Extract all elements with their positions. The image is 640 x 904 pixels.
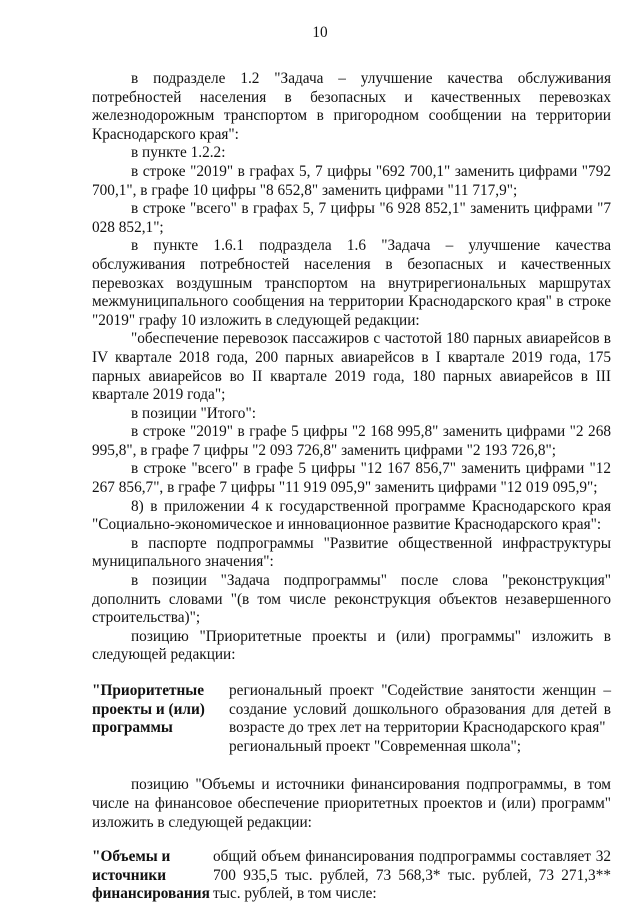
paragraph: в строке "2019" в графах 5, 7 цифры "692 700,1" заменить цифрами "792 700,1", в графе 10 цифры "8 652,8" заменить цифрами "11 717,9"; <box>92 162 611 199</box>
priority-project-line: региональный проект "Содействие занятости женщин – создание условий дошкольного образования для детей в возрасте до трех лет на территории Краснодарского края" <box>229 682 611 737</box>
financing-block <box>92 848 611 904</box>
paragraph: в строке "2019" в графе 5 цифры "2 168 995,8" заменить цифрами "2 268 995,8", в графе 7 цифры "2 093 726,8" заменить цифрами "2 193 726,8"; <box>92 423 611 459</box>
paragraph: в позиции "Итого": <box>131 404 256 422</box>
priority-projects-block <box>92 682 611 756</box>
document-body <box>92 70 611 904</box>
priority-projects-description <box>229 682 611 756</box>
paragraph: в подразделе 1.2 "Задача – улучшение качества обслуживания потребностей населения в безопасных и качественных перевозках железнодорожным транспортом в пригородном сообщении на территории Краснодарского края": <box>92 70 611 143</box>
financing-description: общий объем финансирования подпрограммы составляет 32 700 935,5 тыс. рублей, 73 568,3* тыс. рублей, 73 271,3** тыс. рублей, в том числе: <box>213 848 611 903</box>
paragraph: "обеспечение перевозок пассажиров с частотой 180 парных авиарейсов в IV квартале 2018 года, 200 парных авиарейсов в I квартале 2019 года, 175 парных авиарейсов во II квартале 2019 года, 180 парных авиарейсов в III квартале 2019 года"; <box>92 330 611 404</box>
paragraph: позицию "Объемы и источники финансирования подпрограммы, в том числе на финансовое обеспечение приоритетных проектов и (или) программ" изложить в следующей редакции: <box>92 776 611 831</box>
paragraph: 8) в приложении 4 к государственной программе Краснодарского края "Социально-экономическое и инновационное развитие Краснодарского края": <box>92 497 611 534</box>
priority-projects-term: "Приоритетные проекты и (или) программы <box>92 682 205 737</box>
paragraph: в паспорте подпрограммы "Развитие общественной инфраструктуры муниципального значения": <box>92 534 611 571</box>
page-number: 10 <box>312 24 328 41</box>
paragraph: в позиции "Задача подпрограммы" после слова "реконструкция" дополнить словами "(в том числе реконструкция объектов незавершенного строительства)"; <box>92 572 611 627</box>
priority-project-line: региональный проект "Современная школа"; <box>229 737 521 755</box>
financing-term: "Объемы и источники финансирования <box>92 848 210 903</box>
paragraph: в пункте 1.6.1 подраздела 1.6 "Задача – улучшение качества обслуживания потребностей населения в безопасных и качественных перевозках воздушным транспортом на внутрирегиональных маршрутах межмуниципального сообщения на территории Краснодарского края" в строке "2019" графу 10 изложить в следующей редакции: <box>92 237 611 329</box>
paragraph: в строке "всего" в графе 5 цифры "12 167 856,7" заменить цифрами "12 267 856,7", в графе 7 цифры "11 919 095,9" заменить цифрами "12 019 095,9"; <box>92 460 611 497</box>
paragraph: в пункте 1.2.2: <box>131 144 226 162</box>
paragraph: позицию "Приоритетные проекты и (или) программы" изложить в следующей редакции: <box>92 627 611 664</box>
paragraph: в строке "всего" в графах 5, 7 цифры "6 928 852,1" заменить цифрами "7 028 852,1"; <box>92 200 611 236</box>
